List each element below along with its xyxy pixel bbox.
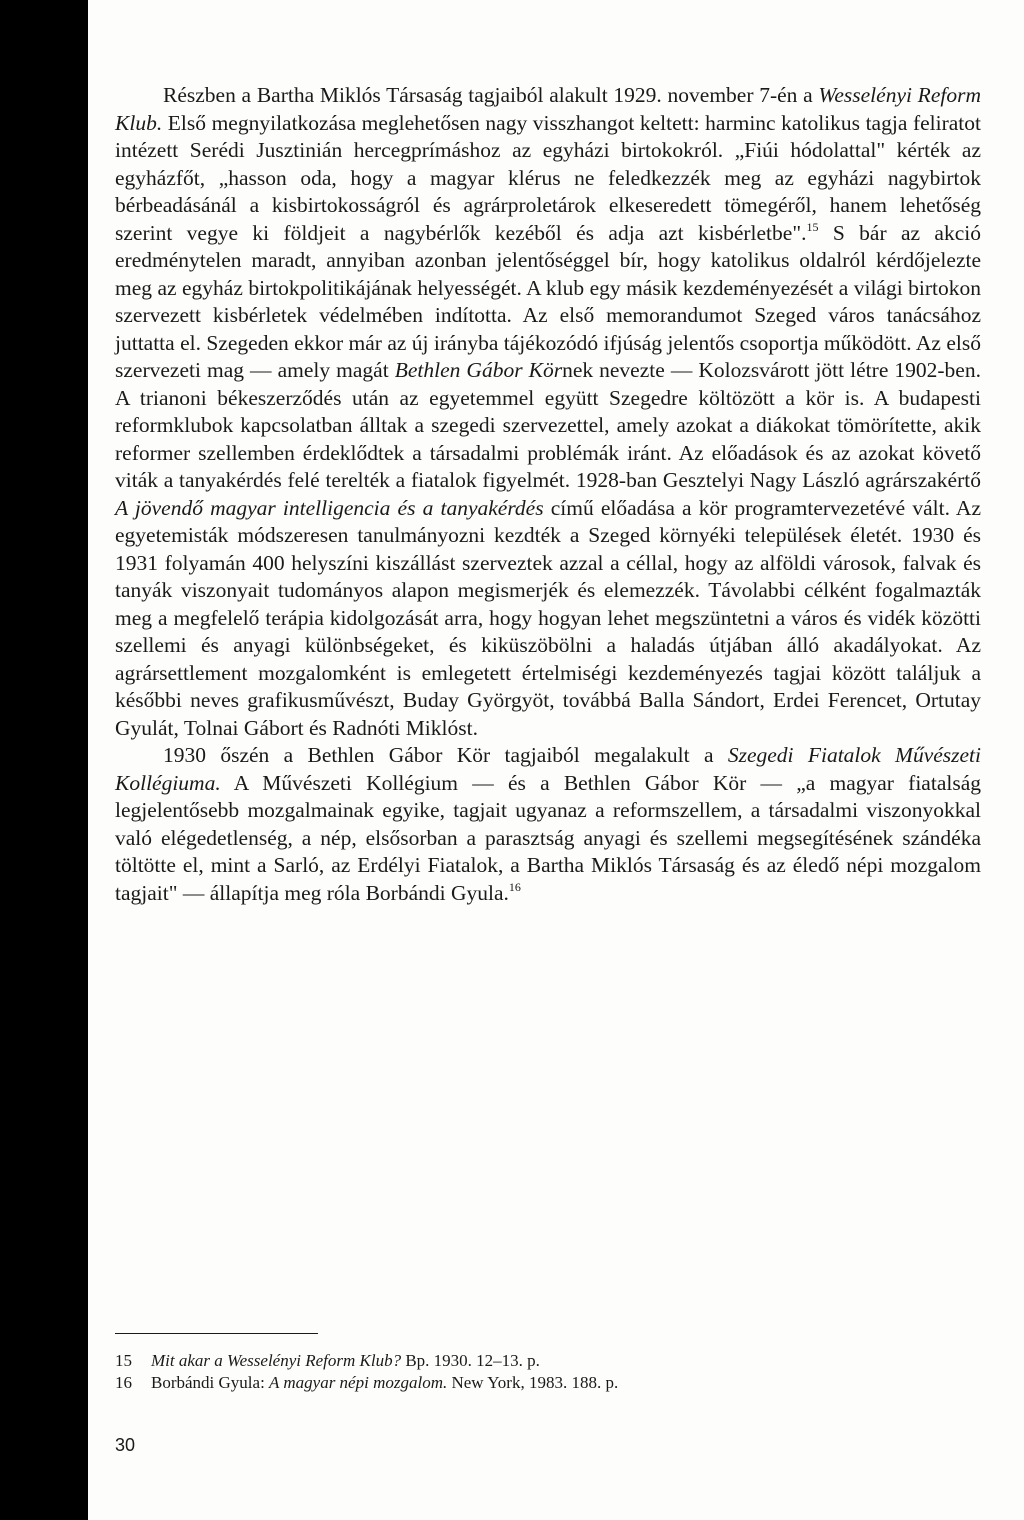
footnote-ref: 15 — [806, 219, 819, 234]
italic-text: A jövendő magyar intelligencia és a tanyakérdés — [115, 495, 544, 520]
text-run: S bár az akció eredménytelen maradt, annyiban azonban jelentőséggel bír, hogy katolikus oldalról kérdőjelezte meg az egyház birtokpolitikájának helyességét. A klub egy másik kezdeményezését a világi birtokon szervezett kisbérletek védelmében indította. Az első memorandumot Szeged város tanácsához juttatta el. Szegeden ekkor már az új irányba tájékozódó ifjúság jelentős csoportja működött. Az első szervezeti mag — amely magát — [115, 220, 981, 382]
text-run: Bp. 1930. 12–13. p. — [401, 1351, 540, 1370]
paragraph — [115, 742, 981, 907]
text-run: Első megnyilatkozása meglehetősen nagy visszhangot keltett: harminc katolikus tagja feliratot intézett Serédi Jusztinián hercegprímáshoz az egyházi birtokokról. „Fiúi hódolattal" kérték az egyházfőt, „hasson oda, hogy a magyar klérus ne feledkezzék meg az egyházi nagybirtok bérbeadásánál a kisbirtokosságról és agrárproletárok elkeseredett tömegéről, hanem lehetőség szerint vegye ki földjeit a nagybérlők kezéből és adja azt kisbérletbe". — [115, 110, 981, 245]
footnote-number: 16 — [115, 1373, 132, 1392]
italic-text: Mit akar a Wesselényi Reform Klub? — [151, 1351, 402, 1370]
italic-text: Wesselényi Reform Klub. — [115, 83, 981, 135]
footnote-ref: 16 — [508, 879, 521, 894]
text-run: nek nevezte — Kolozsvárott jött létre 1902-ben. A trianoni békeszerződés után az egyetemmel együtt Szegedre költözött a kör is. A budapesti reformklubok kapcsolatban álltak a szegedi szervezettel, amely azokat a diákokat tömörítette, akik reformer szellemben érdeklődtek a társadalmi problémák iránt. Az előadások és az azokat követő viták a tanyakérdés felé terelték a fiatalok figyelmét. 1928-ban Gesztelyi Nagy László agrárszakértő — [115, 358, 981, 492]
italic-text: Szegedi Fiatalok Művészeti Kollégiuma. — [115, 743, 982, 795]
body-text — [115, 82, 981, 907]
page-number: 30 — [115, 1435, 136, 1455]
footnote-rule — [115, 1333, 318, 1334]
footnote-text — [151, 1372, 618, 1394]
text-run: Borbándi Gyula: — [151, 1373, 270, 1392]
italic-text: A magyar népi mozgalom. — [269, 1373, 448, 1392]
text-run: Részben a Bartha Miklós Társaság tagjaiból alakult 1929. november 7-én a — [163, 83, 819, 107]
footnote — [115, 1372, 981, 1394]
text-run: 1930 őszén a Bethlen Gábor Kör tagjaiból megalakult a — [163, 743, 728, 767]
text-run: A Művészeti Kollégium — és a Bethlen Gábor Kör — „a magyar fiatalság legjelentősebb mozgalmainak egyike, tagjait ugyanaz a reformszellem, a társadalmi viszonyokkal való elégedetlenség, a nép, elsősorban a parasztság anyagi és szellemi megsegítésének szándéka töltötte el, mint a Sarló, az Erdélyi Fiatalok, a Bartha Miklós Társaság és az éledő népi mozgalom tagjait" — állapítja meg róla Borbándi Gyula. — [115, 770, 981, 905]
footnote-text — [151, 1350, 540, 1372]
footnote-number: 15 — [115, 1351, 132, 1370]
text-run: című előadása a kör programtervezetévé vált. Az egyetemisták módszeresen tanulmányozni kezdték a Szeged környéki települések életét. 1930 és 1931 folyamán 400 helyszíni kiszállást szerveztek azzal a céllal, hogy az alföldi városok, falvak és tanyák viszonyait tudományos alapon megismerjék és elemezzék. Távolabbi célként fogalmazták meg a megfelelő terápia kidolgozását arra, hogy hogyan lehet megszüntetni a város és vidék közötti szellemi és anyagi különbségeket, és kiküszöbölni a haladás útjában álló akadályokat. Az agrársettlement mozgalomként is emlegetett értelmiségi kezdeményezés tagjai között találjuk a későbbi neves grafikusművészt, Buday Györgyöt, továbbá Balla Sándort, Erdei Ferencet, Ortutay Gyulát, Tolnai Gábort és Radnóti Miklóst. — [115, 495, 981, 740]
footnote — [115, 1350, 981, 1372]
paragraph — [115, 82, 981, 742]
footnotes — [115, 1350, 981, 1394]
italic-text: Bethlen Gábor Kör — [394, 358, 563, 382]
text-run: New York, 1983. 188. p. — [447, 1373, 619, 1392]
